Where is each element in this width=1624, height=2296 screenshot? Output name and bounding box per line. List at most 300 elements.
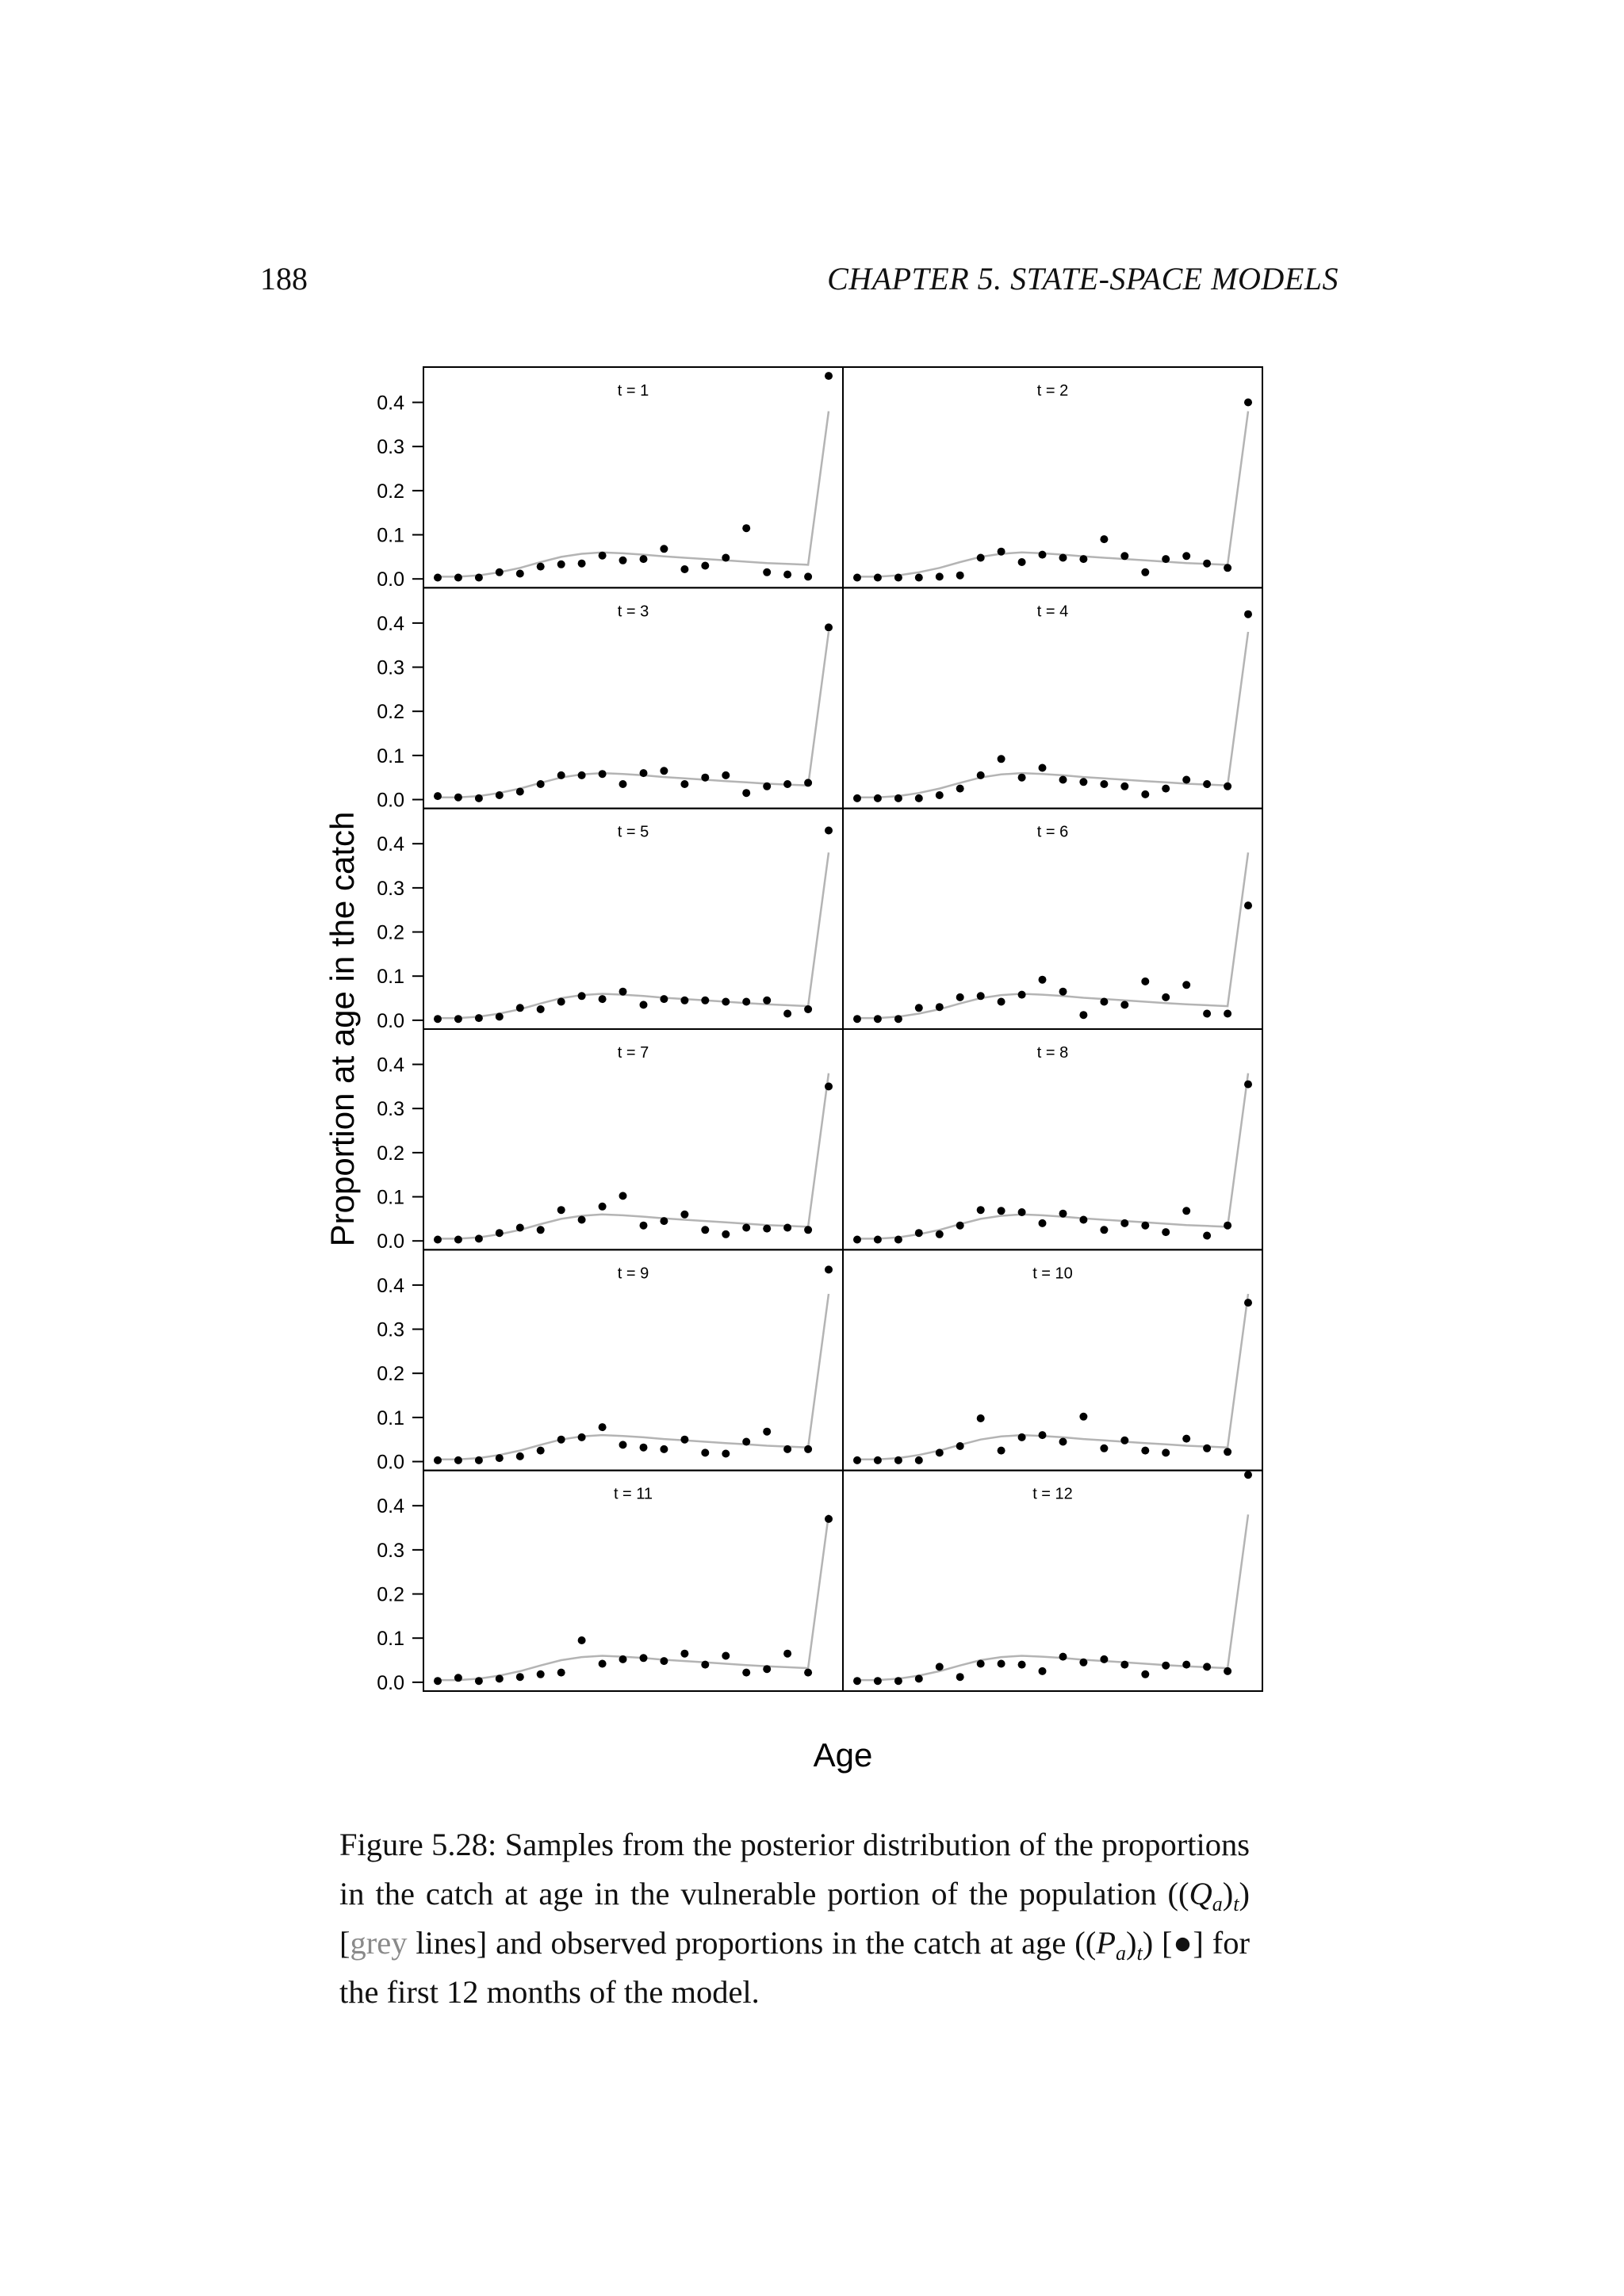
data-point (1141, 790, 1149, 798)
data-point (722, 1230, 730, 1238)
data-point (874, 574, 882, 582)
data-point (977, 1660, 985, 1668)
data-point (599, 995, 607, 1003)
data-point (1162, 785, 1170, 793)
data-point (516, 1673, 524, 1681)
data-point (853, 1456, 861, 1464)
data-point (894, 1677, 902, 1685)
y-tick-label: 0.3 (377, 656, 404, 679)
data-point (680, 565, 688, 573)
data-point (1079, 1216, 1087, 1224)
y-tick-label: 0.4 (377, 833, 404, 856)
data-point (998, 1660, 1005, 1668)
data-point (619, 1192, 627, 1200)
data-point (977, 1414, 985, 1422)
data-point (742, 998, 750, 1006)
fitted-line-11 (438, 1514, 829, 1680)
data-point (825, 1265, 833, 1273)
data-point (956, 993, 964, 1001)
data-point (1018, 1433, 1026, 1441)
data-point (1182, 1435, 1190, 1443)
data-point (1224, 1010, 1231, 1018)
data-point (496, 1012, 504, 1020)
data-point (1244, 901, 1252, 909)
data-point (1203, 780, 1211, 788)
data-point (1100, 1655, 1108, 1663)
data-point (1018, 1661, 1026, 1669)
y-tick-label: 0.4 (377, 1495, 404, 1518)
data-point (660, 1445, 668, 1453)
caption-text-4: ) [●] for the first 12 months of the model. (339, 1925, 1250, 2010)
data-point (1120, 783, 1128, 790)
data-point (680, 1211, 688, 1219)
data-point (1018, 1208, 1026, 1216)
data-point (599, 1203, 607, 1211)
caption-text-3: lines] and observed proportions in the catch at age (( (407, 1925, 1097, 1961)
data-point (1039, 1219, 1047, 1227)
y-tick-label: 0.1 (377, 966, 404, 989)
data-point (1244, 1471, 1252, 1479)
data-point (742, 1224, 750, 1232)
caption-t-subscript-2: t (1136, 1942, 1143, 1965)
y-tick-label: 0.3 (377, 877, 404, 900)
data-point (977, 771, 985, 779)
caption-text-2: ) [ (339, 1876, 1250, 1961)
data-point (578, 1216, 586, 1224)
data-point (454, 1456, 462, 1464)
data-point (1059, 554, 1067, 562)
figure-caption: Figure 5.28: Samples from the posterior distribution of the proportions in the catch at age in the vulnerable portion of the population $((Q_a)_t)$ [grey lines] and observed proportions in the catch at age $((P_a)_t)$ [●] for the first 12 months of the model. (339, 1827, 1250, 2010)
data-point (475, 1456, 483, 1464)
fitted-line-9 (438, 1294, 829, 1460)
data-point (1039, 976, 1047, 984)
data-point (825, 1082, 833, 1090)
data-point (1059, 776, 1067, 784)
y-tick-label: 0.0 (377, 1451, 404, 1474)
y-tick-label: 0.0 (377, 789, 404, 812)
data-point (874, 1677, 882, 1685)
data-point (936, 1448, 944, 1456)
data-point (874, 1015, 882, 1023)
panel-title-11: t = 11 (613, 1485, 653, 1503)
data-point (783, 571, 791, 579)
data-point (763, 783, 771, 790)
panel-title-9: t = 9 (617, 1265, 649, 1283)
panel-title-10: t = 10 (1032, 1265, 1073, 1283)
fitted-line-2 (857, 411, 1248, 577)
data-point (956, 572, 964, 580)
data-point (516, 1004, 524, 1012)
data-point (578, 771, 586, 779)
data-point (894, 574, 902, 582)
data-point (1203, 1663, 1211, 1670)
data-point (640, 1444, 648, 1452)
data-point (936, 1663, 944, 1670)
data-point (496, 1229, 504, 1237)
data-point (1224, 1222, 1231, 1230)
data-point (804, 1445, 812, 1453)
data-point (742, 789, 750, 797)
data-point (1079, 555, 1087, 563)
data-point (454, 1236, 462, 1244)
data-point (434, 1456, 442, 1464)
data-point (537, 563, 545, 571)
data-point (1120, 1001, 1128, 1008)
y-tick-label: 0.3 (377, 1318, 404, 1341)
fitted-line-10 (857, 1294, 1248, 1460)
data-point (742, 1438, 750, 1446)
data-point (1224, 564, 1231, 572)
data-point (680, 997, 688, 1004)
data-point (915, 794, 923, 802)
data-point (853, 574, 861, 582)
fitted-line-3 (438, 632, 829, 798)
data-point (599, 770, 607, 778)
data-point (1018, 991, 1026, 999)
data-point (1224, 783, 1231, 790)
fitted-line-6 (857, 852, 1248, 1018)
data-point (557, 1436, 565, 1444)
data-point (578, 1636, 586, 1644)
data-point (763, 997, 771, 1004)
data-point (722, 1450, 730, 1458)
data-point (915, 1674, 923, 1682)
data-point (1059, 988, 1067, 996)
data-point (1141, 1447, 1149, 1455)
y-tick-label: 0.4 (377, 392, 404, 415)
panel-title-1: t = 1 (617, 382, 649, 400)
data-point (537, 1447, 545, 1455)
data-point (1244, 1081, 1252, 1089)
data-point (977, 554, 985, 562)
data-point (660, 1217, 668, 1225)
data-point (1079, 1413, 1087, 1421)
data-point (1141, 568, 1149, 576)
caption-p-symbol: P (1096, 1925, 1116, 1961)
data-point (804, 1669, 812, 1677)
data-point (434, 1015, 442, 1023)
data-point (936, 1230, 944, 1238)
data-point (1203, 1445, 1211, 1452)
running-head: CHAPTER 5. STATE-SPACE MODELS (827, 261, 1339, 297)
data-point (915, 1004, 923, 1012)
data-point (619, 1441, 627, 1448)
data-point (894, 1015, 902, 1023)
data-point (874, 1456, 882, 1464)
panel-title-3: t = 3 (617, 603, 649, 621)
data-point (434, 792, 442, 800)
data-point (537, 1226, 545, 1234)
data-point (853, 1015, 861, 1023)
caption-a-subscript-2: a (1115, 1942, 1126, 1965)
caption-label: Figure 5.28: (339, 1827, 497, 1862)
data-point (1120, 1437, 1128, 1445)
data-point (853, 794, 861, 802)
data-point (1120, 1661, 1128, 1669)
data-point (977, 992, 985, 1000)
data-point (1162, 1662, 1170, 1670)
data-point (1039, 764, 1047, 772)
fitted-line-4 (857, 632, 1248, 798)
data-point (763, 568, 771, 576)
fitted-line-8 (857, 1073, 1248, 1239)
data-point (619, 1655, 627, 1663)
y-tick-label: 0.0 (377, 1230, 404, 1253)
data-point (496, 791, 504, 799)
data-point (660, 1657, 668, 1665)
data-point (701, 1226, 709, 1234)
data-point (680, 1650, 688, 1658)
panel-title-12: t = 12 (1032, 1485, 1073, 1503)
y-tick-label: 0.2 (377, 1363, 404, 1386)
data-point (915, 574, 923, 582)
data-point (894, 1456, 902, 1464)
data-point (998, 998, 1005, 1006)
data-point (640, 1654, 648, 1662)
data-point (742, 524, 750, 532)
data-point (742, 1669, 750, 1677)
data-point (640, 555, 648, 563)
data-point (763, 1428, 771, 1436)
data-point (640, 769, 648, 777)
caption-q-symbol: Q (1189, 1876, 1212, 1911)
data-point (804, 1005, 812, 1013)
data-point (475, 1677, 483, 1685)
data-point (1079, 1659, 1087, 1667)
data-point (1100, 780, 1108, 788)
data-point (1203, 1010, 1211, 1018)
data-point (1182, 776, 1190, 784)
data-point (722, 998, 730, 1006)
data-point (1018, 558, 1026, 566)
data-point (763, 1225, 771, 1233)
panel-title-4: t = 4 (1036, 603, 1069, 621)
panel-title-8: t = 8 (1036, 1044, 1069, 1062)
page-number: 188 (260, 261, 308, 297)
y-tick-label: 0.3 (377, 1539, 404, 1562)
caption-t-subscript: t (1233, 1892, 1239, 1915)
data-point (1244, 399, 1252, 407)
data-point (874, 1236, 882, 1244)
data-point (804, 779, 812, 786)
data-point (783, 1650, 791, 1658)
data-point (1203, 560, 1211, 568)
data-point (894, 1236, 902, 1244)
data-point (557, 561, 565, 568)
panel-title-7: t = 7 (617, 1044, 649, 1062)
data-point (1120, 552, 1128, 560)
data-point (936, 572, 944, 580)
y-tick-label: 0.1 (377, 524, 404, 547)
x-axis-label: Age (813, 1736, 873, 1774)
data-point (619, 780, 627, 788)
data-point (599, 1660, 607, 1668)
data-point (454, 574, 462, 582)
fitted-line-12 (857, 1514, 1248, 1680)
data-point (578, 992, 586, 1000)
data-point (915, 1456, 923, 1464)
data-point (722, 1652, 730, 1660)
data-point (1039, 1667, 1047, 1675)
data-point (496, 568, 504, 576)
data-point (619, 557, 627, 564)
data-point (1059, 1438, 1067, 1446)
data-point (516, 570, 524, 578)
data-point (825, 827, 833, 835)
data-point (1182, 1661, 1190, 1669)
data-point (454, 794, 462, 802)
y-axis-label: Proportion at age in the catch (324, 811, 361, 1247)
data-point (722, 554, 730, 562)
data-point (956, 1222, 964, 1230)
data-point (1059, 1210, 1067, 1218)
data-point (956, 785, 964, 793)
data-point (640, 1222, 648, 1230)
data-point (1182, 1207, 1190, 1215)
data-point (1100, 998, 1108, 1006)
data-point (701, 997, 709, 1004)
data-point (825, 1515, 833, 1523)
data-point (804, 572, 812, 580)
data-point (660, 767, 668, 775)
data-point (853, 1236, 861, 1244)
data-point (475, 1014, 483, 1022)
data-point (434, 574, 442, 582)
panel-title-5: t = 5 (617, 823, 649, 841)
data-point (557, 1206, 565, 1214)
data-point (977, 1206, 985, 1214)
data-point (1100, 535, 1108, 543)
data-point (701, 774, 709, 782)
data-point (783, 1224, 791, 1232)
data-point (998, 755, 1005, 763)
data-point (701, 1661, 709, 1669)
data-point (537, 1005, 545, 1013)
data-point (936, 1003, 944, 1011)
data-point (936, 791, 944, 799)
data-point (1224, 1667, 1231, 1675)
data-point (1162, 993, 1170, 1001)
data-point (1203, 1232, 1211, 1240)
data-point (434, 1677, 442, 1685)
data-point (578, 560, 586, 568)
data-point (1079, 778, 1087, 786)
y-tick-label: 0.2 (377, 921, 404, 944)
data-point (475, 1234, 483, 1242)
data-point (1162, 1228, 1170, 1236)
y-tick-label: 0.0 (377, 1671, 404, 1694)
data-point (1100, 1226, 1108, 1234)
data-point (660, 545, 668, 553)
data-point (496, 1674, 504, 1682)
data-point (874, 794, 882, 802)
data-point (537, 780, 545, 788)
y-tick-label: 0.0 (377, 1009, 404, 1032)
y-tick-label: 0.2 (377, 1142, 404, 1165)
data-point (701, 1448, 709, 1456)
data-point (475, 794, 483, 802)
data-point (1018, 774, 1026, 782)
data-point (783, 780, 791, 788)
data-point (516, 788, 524, 796)
data-point (783, 1445, 791, 1453)
data-point (825, 623, 833, 631)
data-point (998, 1207, 1005, 1215)
data-point (434, 1236, 442, 1244)
data-point (1120, 1219, 1128, 1227)
data-point (915, 1229, 923, 1237)
data-point (557, 771, 565, 779)
panel-title-6: t = 6 (1036, 823, 1069, 841)
data-point (1244, 610, 1252, 618)
data-point (1244, 1299, 1252, 1307)
panel-title-2: t = 2 (1036, 382, 1069, 400)
data-point (701, 562, 709, 570)
data-point (894, 794, 902, 802)
data-point (956, 1673, 964, 1681)
y-tick-label: 0.1 (377, 1628, 404, 1651)
caption-grey-word: grey (350, 1925, 408, 1961)
data-point (599, 552, 607, 560)
data-point (496, 1454, 504, 1462)
data-point (1039, 551, 1047, 559)
data-point (722, 771, 730, 779)
data-point (516, 1452, 524, 1460)
data-point (1162, 1448, 1170, 1456)
data-point (680, 1436, 688, 1444)
data-point (599, 1423, 607, 1431)
data-point (998, 548, 1005, 556)
data-point (475, 574, 483, 582)
fitted-line-1 (438, 411, 829, 577)
data-point (640, 1001, 648, 1008)
data-point (1059, 1653, 1067, 1661)
data-point (660, 995, 668, 1003)
data-point (804, 1226, 812, 1234)
y-tick-label: 0.1 (377, 744, 404, 767)
data-point (1182, 552, 1190, 560)
data-point (1162, 555, 1170, 563)
caption-text-1: Samples from the posterior distribution of the proportions in the catch at age in the vulnerable portion of the population (( (339, 1827, 1250, 1911)
data-point (1141, 1222, 1149, 1230)
data-point (783, 1010, 791, 1018)
data-point (853, 1677, 861, 1685)
y-tick-label: 0.1 (377, 1406, 404, 1429)
caption-a-subscript: a (1212, 1892, 1223, 1915)
data-point (516, 1224, 524, 1232)
data-point (1141, 978, 1149, 985)
y-tick-label: 0.0 (377, 568, 404, 591)
fitted-line-7 (438, 1073, 829, 1239)
data-point (454, 1015, 462, 1023)
y-tick-label: 0.4 (377, 1274, 404, 1297)
data-point (557, 1669, 565, 1677)
y-tick-label: 0.2 (377, 1583, 404, 1606)
data-point (1141, 1670, 1149, 1678)
data-point (557, 998, 565, 1006)
data-point (1182, 981, 1190, 989)
data-point (825, 372, 833, 380)
y-tick-label: 0.4 (377, 612, 404, 635)
data-point (537, 1670, 545, 1678)
y-tick-label: 0.4 (377, 1054, 404, 1077)
y-tick-label: 0.3 (377, 1098, 404, 1121)
y-tick-label: 0.2 (377, 701, 404, 724)
data-point (1079, 1011, 1087, 1019)
data-point (998, 1447, 1005, 1455)
data-point (1224, 1448, 1231, 1456)
y-tick-label: 0.2 (377, 480, 404, 503)
